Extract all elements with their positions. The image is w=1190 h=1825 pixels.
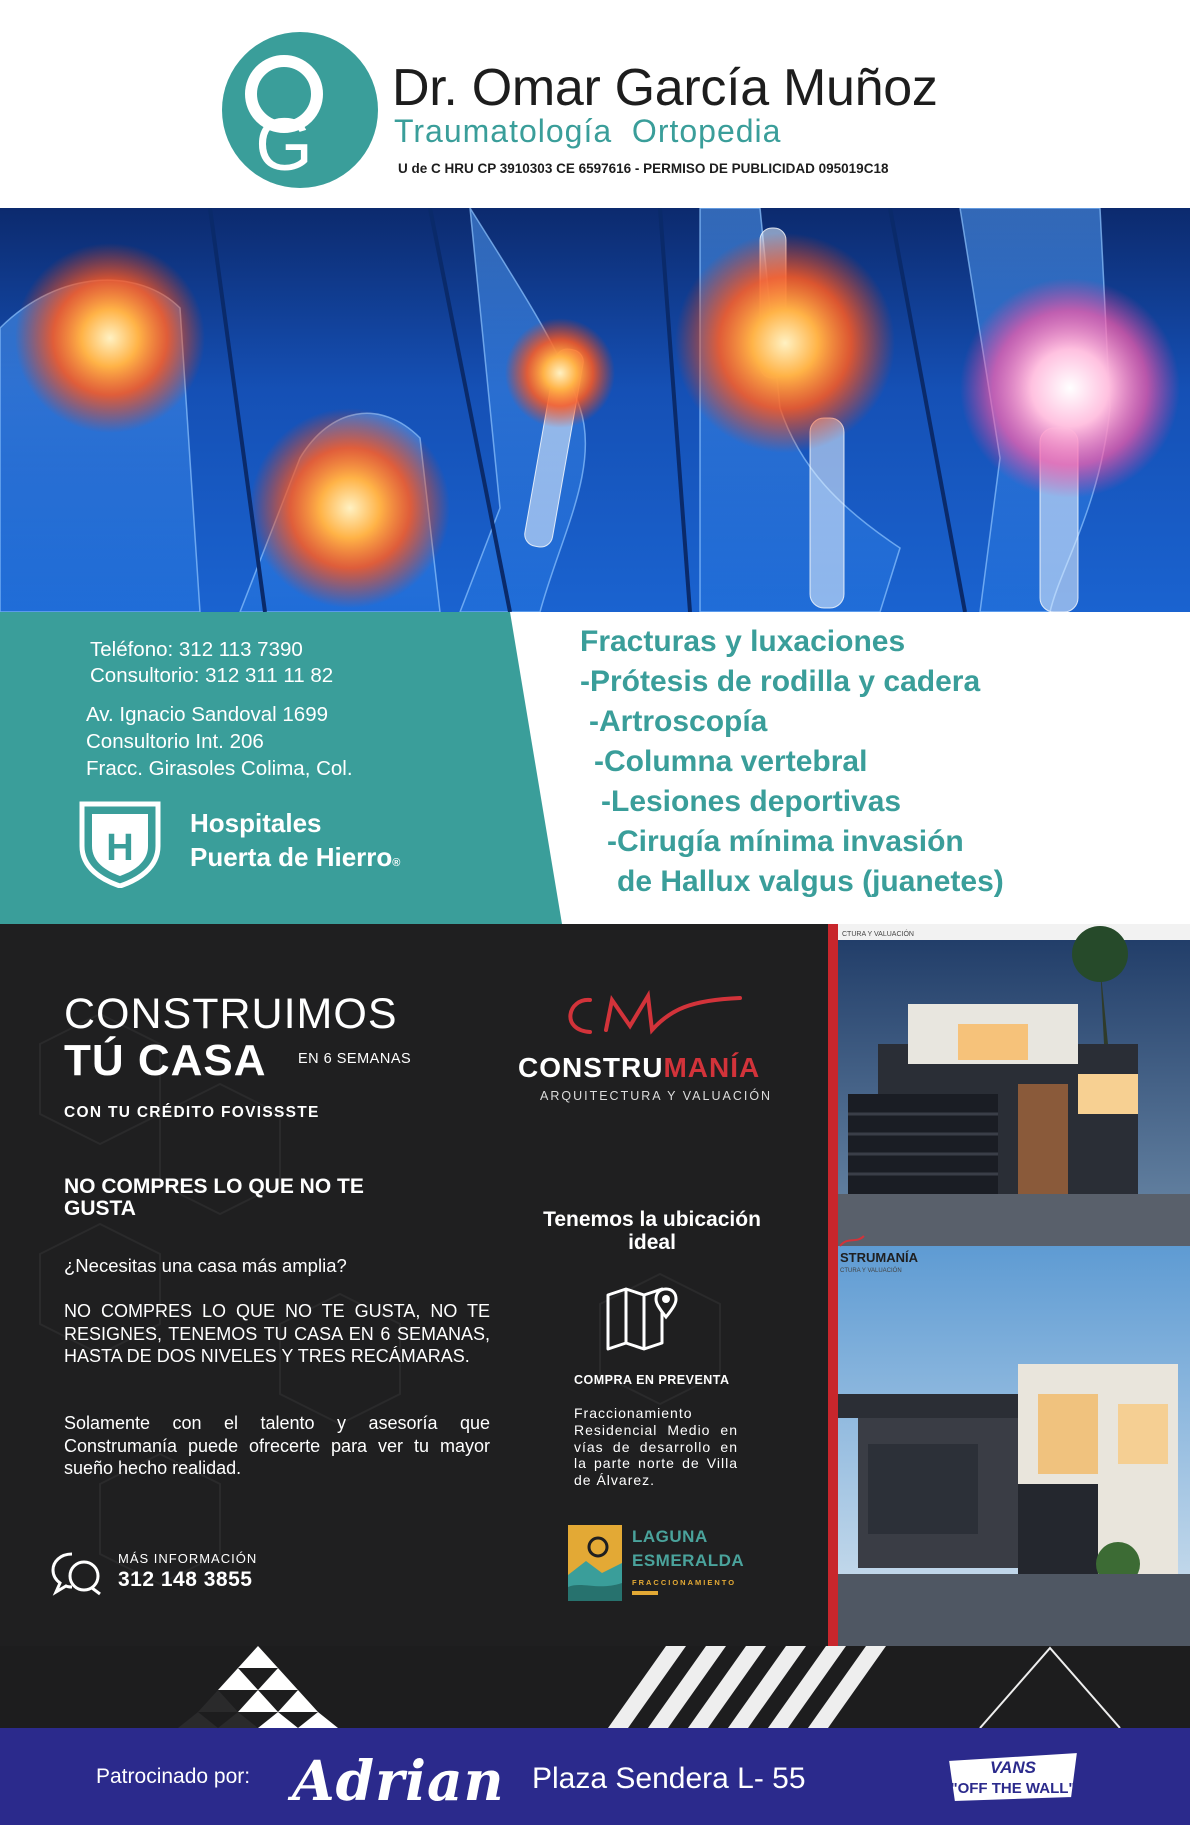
- esmeralda-text: ESMERALDA: [632, 1551, 745, 1570]
- presale-label: COMPRA EN PREVENTA: [574, 1373, 730, 1387]
- sponsor-address: Plaza Sendera L- 55: [532, 1762, 806, 1795]
- laguna-esmeralda-logo: [568, 1525, 622, 1601]
- cm-script-logo: [560, 990, 750, 1040]
- service-item: -Columna vertebral: [594, 745, 868, 778]
- service-item: -Prótesis de rodilla y cadera: [580, 665, 981, 698]
- headline-weeks: EN 6 SEMANAS: [298, 1051, 412, 1067]
- more-info-label: MÁS INFORMACIÓN: [118, 1551, 258, 1566]
- service-item: -Cirugía mínima invasión: [607, 825, 964, 858]
- hospital-logo-letter: H: [106, 827, 134, 869]
- location-title: Tenemos la ubicación ideal: [543, 1208, 761, 1254]
- og-logo: [222, 32, 378, 188]
- headline-construimos: CONSTRUIMOS: [64, 990, 398, 1038]
- photo-caption-2: STRUMANÍA: [840, 1250, 918, 1265]
- photo-caption-3: CTURA Y VALUACIÓN: [840, 1268, 902, 1274]
- chat-icon: [50, 1550, 104, 1596]
- more-info-phone: 312 148 3855: [118, 1568, 253, 1591]
- photo-caption-1: CTURA Y VALUACIÓN: [842, 931, 914, 938]
- fraccionamiento-text: FRACCIONAMIENTO: [632, 1578, 737, 1587]
- construmania-subtitle: ARQUITECTURA Y VALUACIÓN: [540, 1089, 773, 1103]
- no-compres-heading: NO COMPRES LO QUE NO TE GUSTA: [64, 1175, 364, 1220]
- logo-letter-g: G: [255, 103, 313, 186]
- fovissste-credit: CON TU CRÉDITO FOVISSSTE: [64, 1104, 320, 1121]
- laguna-underline: [632, 1591, 658, 1595]
- hospital-line-2: Puerta de Hierro®: [190, 842, 401, 872]
- construmania-brand: CONSTRUMANÍA: [518, 1052, 761, 1083]
- house-photos: [838, 924, 1190, 1646]
- laguna-text: LAGUNA: [632, 1527, 708, 1546]
- hospital-line-1: Hospitales: [190, 808, 322, 838]
- paragraph-2: Solamente con el talento y asesoría que Construmanía puede ofrecerte para ver tu mayor sueño hecho realidad.: [64, 1413, 490, 1478]
- doctor-specialty: Traumatología Ortopedia: [394, 113, 782, 149]
- service-item: Fracturas y luxaciones: [580, 625, 906, 658]
- service-item: -Lesiones deportivas: [601, 785, 902, 818]
- adrian-logo: Adrian: [292, 1748, 505, 1813]
- map-pin-icon: [604, 1283, 684, 1353]
- question-text: ¿Necesitas una casa más amplia?: [64, 1255, 347, 1276]
- phone: Teléfono: 312 113 7390: [90, 638, 303, 661]
- address-line-3: Fracc. Girasoles Colima, Col.: [86, 757, 353, 780]
- headline-tu-casa: TÚ CASA: [64, 1036, 267, 1085]
- address-line-1: Av. Ignacio Sandoval 1699: [86, 703, 329, 726]
- registered-mark: ®: [392, 857, 401, 869]
- hospital-name: [190, 806, 400, 880]
- red-divider: [828, 924, 838, 1646]
- xray-joints-banner: [0, 208, 1190, 612]
- service-item: de Hallux valgus (juanetes): [617, 865, 1004, 898]
- license-text: U de C HRU CP 3910303 CE 6597616 - PERMISO DE PUBLICIDAD 095019C18: [398, 161, 889, 176]
- doctor-name: Dr. Omar García Muñoz: [392, 59, 938, 117]
- sponsored-by-label: Patrocinado por:: [96, 1765, 251, 1788]
- vans-text: VANS: [990, 1758, 1036, 1777]
- office-phone: Consultorio: 312 311 11 82: [90, 664, 334, 687]
- decorative-pattern-strip: [0, 1646, 1190, 1728]
- development-description: Fraccionamiento Residencial Medio en vías de desarrollo en la parte norte de Villa de Álvarez.: [574, 1405, 738, 1489]
- hospital-shield-icon: [78, 800, 162, 888]
- address-line-2: Consultorio Int. 206: [86, 730, 264, 753]
- vans-logo: [940, 1742, 1086, 1812]
- service-item: -Artroscopía: [589, 705, 768, 738]
- off-the-wall-text: "OFF THE WALL": [950, 1780, 1076, 1797]
- paragraph-1: NO COMPRES LO QUE NO TE GUSTA, NO TE RESIGNES, TENEMOS TU CASA EN 6 SEMANAS, HASTA DE DOS NIVELES Y TRES RECÁMARAS.: [64, 1301, 490, 1366]
